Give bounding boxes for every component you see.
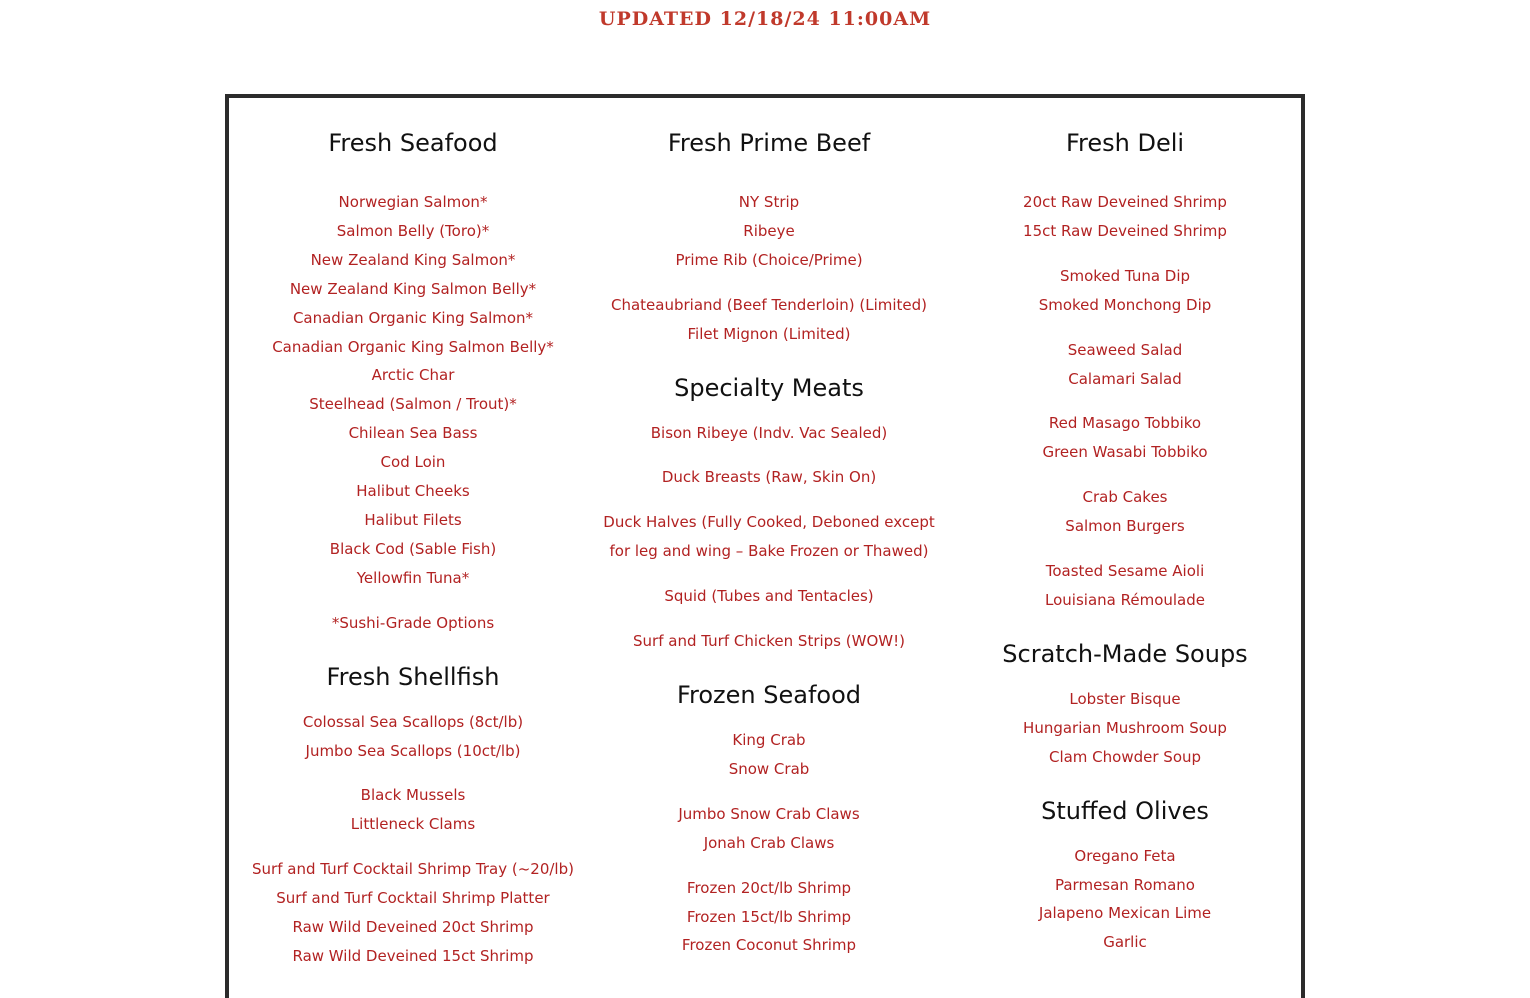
list-item: Parmesan Romano [1054,875,1195,894]
list-crab-claws [591,800,947,858]
sushi-grade-note: *Sushi-Grade Options [331,613,495,632]
list-deli-salads [947,336,1303,394]
list-item: Jumbo Snow Crab Claws [678,804,860,823]
list-item: Colossal Sea Scallops (8ct/lb) [302,712,524,731]
column-fresh-deli [947,98,1303,957]
list-item: Canadian Organic King Salmon* [292,308,534,327]
list-item: 15ct Raw Deveined Shrimp [1023,221,1227,240]
list-item: Canadian Organic King Salmon Belly* [272,337,554,356]
list-deli-shrimp [947,188,1303,246]
list-item: Norwegian Salmon* [338,193,488,211]
list-deli-sauces [947,557,1303,615]
list-item: Jumbo Sea Scallops (10ct/lb) [305,741,521,760]
list-item: Salmon Burgers [1065,517,1185,536]
list-item: Oregano Feta [1074,846,1176,865]
column-prime-beef [591,98,947,960]
list-beef-limited [591,291,947,349]
list-item: Surf and Turf Cocktail Shrimp Tray (~20/lb) [252,860,574,879]
list-item: Halibut Cheeks [356,482,470,501]
list-deli-dips [947,262,1303,320]
heading-scratch-made-soups: Scratch-Made Soups [1002,639,1248,668]
list-frozen-crab [591,726,947,784]
list-item: Ribeye [743,221,795,240]
item-duck-breasts: Duck Breasts (Raw, Skin On) [661,468,877,487]
list-frozen-shrimp [591,874,947,961]
list-item: Arctic Char [371,366,455,385]
item-squid: Squid (Tubes and Tentacles) [664,587,874,606]
list-item: Cod Loin [380,453,446,472]
list-item: King Crab [732,730,806,749]
heading-frozen-seafood: Frozen Seafood [676,680,862,709]
list-item: Frozen Coconut Shrimp [681,936,857,955]
heading-specialty-meats: Specialty Meats [674,373,864,402]
list-beef-cuts [591,188,947,275]
menu-frame [225,94,1305,998]
list-item: Black Mussels [360,786,466,805]
list-item: Littleneck Clams [350,815,476,834]
list-item: Filet Mignon (Limited) [687,324,851,343]
list-item: 20ct Raw Deveined Shrimp [1023,193,1227,211]
list-item: NY Strip [738,193,800,211]
heading-stuffed-olives: Stuffed Olives [1041,796,1209,825]
list-item: New Zealand King Salmon* [310,250,516,269]
list-item: Calamari Salad [1068,369,1182,388]
list-item: Red Masago Tobbiko [1048,414,1202,433]
list-item: Toasted Sesame Aioli [1045,562,1205,581]
list-item: Frozen 15ct/lb Shrimp [686,907,852,926]
list-item: Yellowfin Tuna* [356,568,470,587]
list-item: Salmon Belly (Toro)* [336,221,490,240]
list-mussels-clams [235,781,591,839]
list-item: Frozen 20ct/lb Shrimp [686,878,852,897]
list-shellfish-shrimp [235,855,591,971]
list-item: Garlic [1103,933,1147,952]
item-duck-halves-line2: for leg and wing – Bake Frozen or Thawed) [609,542,929,561]
item-bison-ribeye: Bison Ribeye (Indv. Vac Sealed) [650,423,888,442]
list-item: Lobster Bisque [1069,689,1181,708]
list-item: Jalapeno Mexican Lime [1038,904,1212,923]
list-scallops [235,708,591,766]
list-item: Green Wasabi Tobbiko [1042,443,1208,462]
list-fresh-seafood [235,188,591,593]
list-item: Chateaubriand (Beef Tenderloin) (Limited) [610,295,928,314]
list-item: Clam Chowder Soup [1048,747,1202,766]
list-olives [947,842,1303,958]
list-item: Louisiana Rémoulade [1045,590,1205,609]
heading-fresh-deli: Fresh Deli [1065,129,1185,157]
list-deli-cakes [947,483,1303,541]
list-item: Raw Wild Deveined 15ct Shrimp [292,946,534,965]
list-item: Black Cod (Sable Fish) [329,539,497,558]
item-chicken-strips: Surf and Turf Chicken Strips (WOW!) [633,632,905,651]
list-deli-tobbiko [947,409,1303,467]
list-item: Hungarian Mushroom Soup [1023,718,1227,737]
item-duck-halves-line1: Duck Halves (Fully Cooked, Deboned except [603,513,935,532]
list-item: Snow Crab [728,759,810,778]
heading-fresh-prime-beef: Fresh Prime Beef [667,129,871,157]
list-item: Jonah Crab Claws [703,833,835,852]
list-item: Seaweed Salad [1067,340,1183,359]
heading-fresh-shellfish: Fresh Shellfish [326,662,500,691]
list-item: Chilean Sea Bass [348,424,478,443]
list-item: Smoked Monchong Dip [1038,295,1212,314]
heading-fresh-seafood: Fresh Seafood [328,129,498,157]
list-item: Surf and Turf Cocktail Shrimp Platter [276,889,550,908]
list-item: Raw Wild Deveined 20ct Shrimp [292,918,534,937]
updated-timestamp: UPDATED 12/18/24 11:00AM [598,8,932,30]
list-item: Halibut Filets [364,510,462,529]
list-item: Smoked Tuna Dip [1059,266,1191,285]
column-fresh-seafood [235,98,591,971]
list-item: Steelhead (Salmon / Trout)* [309,395,517,414]
list-soups [947,685,1303,772]
list-item: Crab Cakes [1082,488,1168,507]
list-item: New Zealand King Salmon Belly* [289,279,537,298]
list-item: Prime Rib (Choice/Prime) [675,250,863,269]
